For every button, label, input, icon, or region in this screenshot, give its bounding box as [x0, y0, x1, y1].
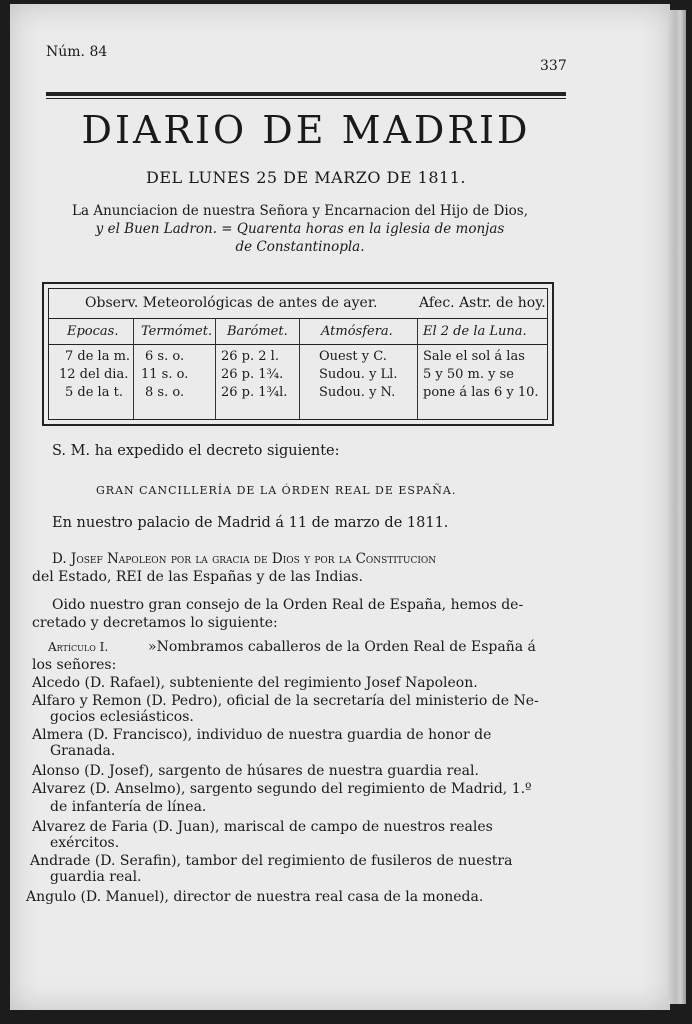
- weather-col-atmosfera: Atmósfera.: [321, 324, 393, 339]
- list-entry-alfaro-2: gocios eclesiásticos.: [50, 709, 194, 725]
- weather-row-3-atmos: Sudou. y N.: [319, 385, 396, 400]
- list-entry-andrade-1: Andrade (D. Serafin), tambor del regimiento de fusileros de nuestra: [30, 853, 513, 869]
- page-edge-stack: [668, 10, 686, 1004]
- weather-table: [42, 282, 554, 426]
- article-text-line-2: los señores:: [32, 657, 117, 673]
- weather-row-1-epoca: 7 de la m.: [65, 349, 131, 364]
- astro-line-3: pone á las 6 y 10.: [423, 385, 539, 400]
- weather-col-divider-4: [417, 318, 418, 419]
- weather-col-divider-3: [299, 318, 300, 419]
- weather-row-3-baro: 26 p. 1¾l.: [221, 385, 288, 400]
- list-entry-alcedo: Alcedo (D. Rafael), subteniente del regimiento Josef Napoleon.: [32, 675, 478, 691]
- weather-rule-2: [49, 344, 547, 345]
- weather-col-divider-2: [215, 318, 216, 419]
- list-entry-almera-1: Almera (D. Francisco), individuo de nuestra guardia de honor de: [32, 727, 492, 743]
- weather-col-epocas: Epocas.: [67, 324, 119, 339]
- masthead-title: DIARIO DE MADRID: [81, 108, 531, 152]
- list-entry-alvarez-2: de infantería de línea.: [50, 799, 207, 815]
- page-number: 337: [540, 58, 567, 74]
- weather-row-2-termo: 11 s. o.: [141, 367, 189, 382]
- header-rule-thin: [46, 98, 566, 99]
- astro-line-2: 5 y 50 m. y se: [423, 367, 514, 382]
- decree-intro: S. M. ha expedido el decreto siguiente:: [52, 443, 340, 459]
- list-entry-almera-2: Granada.: [50, 743, 116, 759]
- saints-line-1: La Anunciacion de nuestra Señora y Encarnacion del Hijo de Dios,: [72, 203, 528, 219]
- dateline: DEL LUNES 25 DE MARZO DE 1811.: [146, 168, 466, 187]
- header-rule-thick: [46, 92, 566, 96]
- weather-col-divider-1: [133, 318, 134, 419]
- weather-col-termometro: Termómet.: [141, 324, 213, 339]
- saints-line-2: y el Buen Ladron. = Quarenta horas en la iglesia de monjas: [95, 221, 505, 237]
- list-entry-andrade-2: guardia real.: [50, 869, 142, 885]
- weather-row-2-baro: 26 p. 1¾.: [221, 367, 284, 382]
- chancellery-heading: GRAN CANCILLERÍA DE LA ÓRDEN REAL DE ESPAÑA.: [96, 484, 457, 497]
- article-label: Artículo I.: [48, 640, 109, 654]
- article-text-line-1: »Nombramos caballeros de la Orden Real de España á: [148, 639, 536, 655]
- weather-row-1-baro: 26 p. 2 l.: [221, 349, 279, 364]
- list-entry-alvarez-faria-2: exércitos.: [50, 835, 120, 851]
- decree-king-line-1: D. Josef Napoleon por la gracia de Dios y por la Constitucion: [52, 551, 437, 567]
- decree-king-line-2: del Estado, REI de las Españas y de las Indias.: [32, 569, 363, 585]
- list-entry-alfaro-1: Alfaro y Remon (D. Pedro), oficial de la secretaría del ministerio de Ne-: [32, 693, 539, 709]
- weather-row-3-epoca: 5 de la t.: [65, 385, 123, 400]
- list-entry-alonso: Alonso (D. Josef), sargento de húsares de nuestra guardia real.: [32, 763, 479, 779]
- issue-number: Núm. 84: [46, 44, 108, 60]
- list-entry-alvarez-faria-1: Alvarez de Faria (D. Juan), mariscal de campo de nuestros reales: [32, 819, 493, 835]
- weather-col-luna: El 2 de la Luna.: [423, 324, 527, 339]
- decree-place-date: En nuestro palacio de Madrid á 11 de marzo de 1811.: [52, 515, 449, 531]
- decree-preamble-line-1: Oido nuestro gran consejo de la Orden Real de España, hemos de-: [52, 597, 524, 613]
- weather-table-inner: [48, 288, 548, 420]
- weather-row-2-epoca: 12 del dia.: [59, 367, 129, 382]
- weather-row-2-atmos: Sudou. y Ll.: [319, 367, 398, 382]
- weather-heading-right: Afec. Astr. de hoy.: [419, 295, 546, 311]
- decree-preamble-line-2: cretado y decretamos lo siguiente:: [32, 615, 278, 631]
- weather-rule-1: [49, 318, 547, 319]
- weather-heading-left: Observ. Meteorológicas de antes de ayer.: [85, 295, 378, 311]
- saints-of-the-day: [50, 202, 550, 256]
- weather-row-1-termo: 6 s. o.: [145, 349, 185, 364]
- weather-row-1-atmos: Ouest y C.: [319, 349, 387, 364]
- weather-row-3-termo: 8 s. o.: [145, 385, 185, 400]
- list-entry-angulo: Angulo (D. Manuel), director de nuestra real casa de la moneda.: [26, 889, 484, 905]
- saints-line-3: de Constantinopla.: [235, 239, 365, 255]
- astro-line-1: Sale el sol á las: [423, 349, 525, 364]
- weather-col-barometro: Barómet.: [227, 324, 288, 339]
- list-entry-alvarez-1: Alvarez (D. Anselmo), sargento segundo del regimiento de Madrid, 1.º: [32, 781, 532, 797]
